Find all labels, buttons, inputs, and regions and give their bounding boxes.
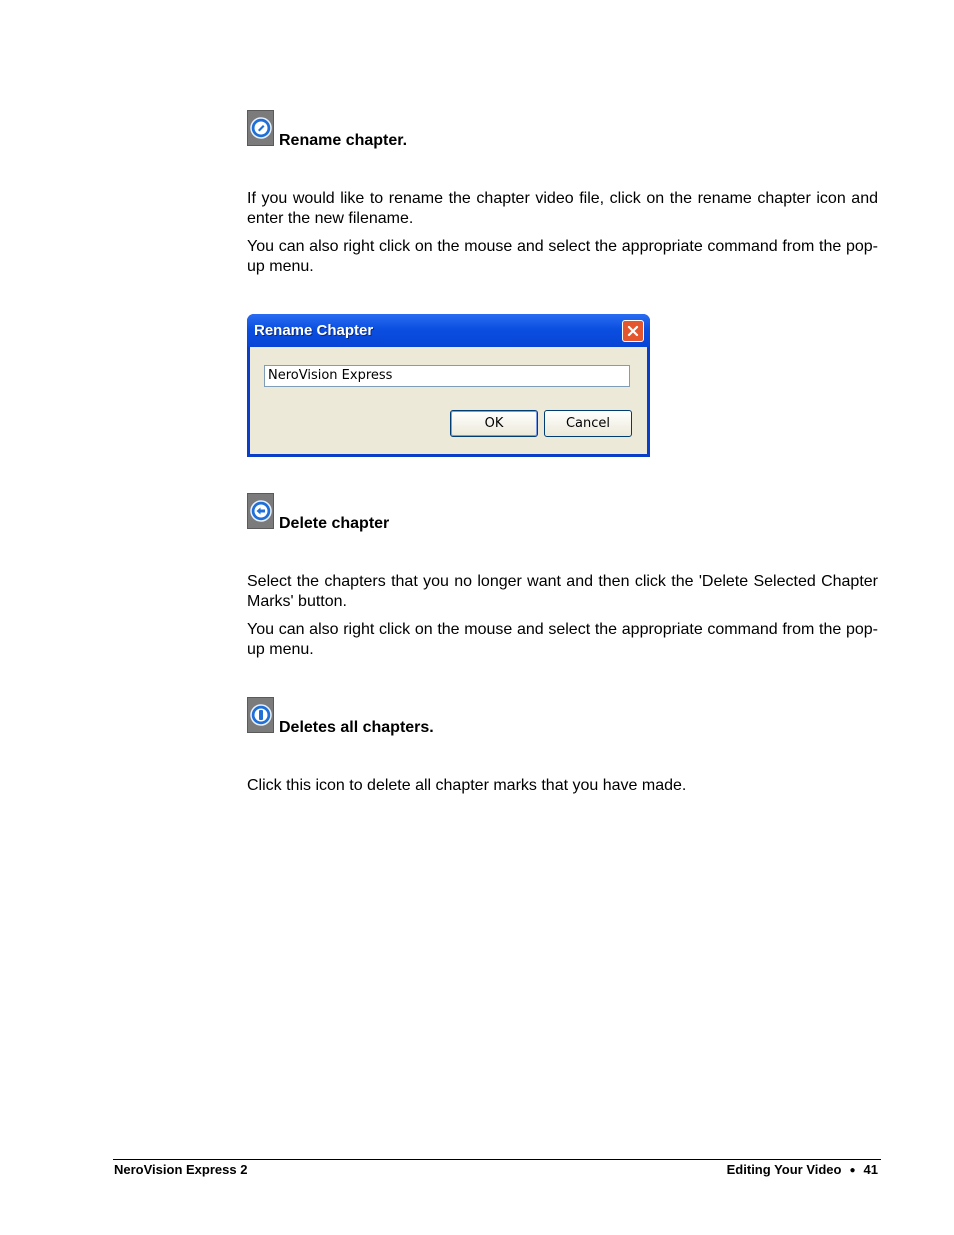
close-button[interactable] [622, 320, 644, 342]
footer-page-info [727, 1162, 878, 1177]
delete-chapter-icon [247, 493, 274, 529]
footer-product-name: NeroVision Express 2 [114, 1162, 248, 1177]
dialog-titlebar[interactable] [247, 314, 650, 347]
section-delete-chapter [247, 493, 390, 532]
paragraph: You can also right click on the mouse and select the appropriate command from the pop-up menu. [247, 621, 878, 658]
paragraph: You can also right click on the mouse and select the appropriate command from the pop-up menu. [247, 238, 878, 275]
section-delete-all-chapters [247, 697, 434, 736]
chapter-name-input[interactable]: NeroVision Express [264, 365, 630, 387]
ok-button[interactable]: OK [450, 410, 538, 437]
dialog-title: Rename Chapter [254, 322, 374, 339]
section-heading: Delete chapter [279, 515, 390, 532]
footer-chapter-title: Editing Your Video [726, 1162, 842, 1177]
section-heading: Rename chapter. [279, 132, 408, 149]
close-icon [627, 325, 639, 337]
rename-chapter-icon [247, 110, 274, 146]
paragraph: Select the chapters that you no longer want and then click the 'Delete Selected Chapter Marks' button. [247, 573, 878, 610]
page-number: 41 [863, 1162, 878, 1177]
section-heading: Deletes all chapters. [279, 719, 434, 736]
cancel-button[interactable]: Cancel [544, 410, 632, 437]
footer-rule [113, 1159, 881, 1160]
section-rename-chapter [247, 110, 408, 149]
paragraph: If you would like to rename the chapter video file, click on the rename chapter icon and enter the new filename. [247, 190, 878, 227]
footer-bullet: ● [849, 1165, 856, 1176]
paragraph: Click this icon to delete all chapter marks that you have made. [247, 777, 687, 794]
dialog-body [250, 347, 647, 454]
rename-chapter-dialog [247, 314, 650, 457]
delete-all-chapters-icon [247, 697, 274, 733]
